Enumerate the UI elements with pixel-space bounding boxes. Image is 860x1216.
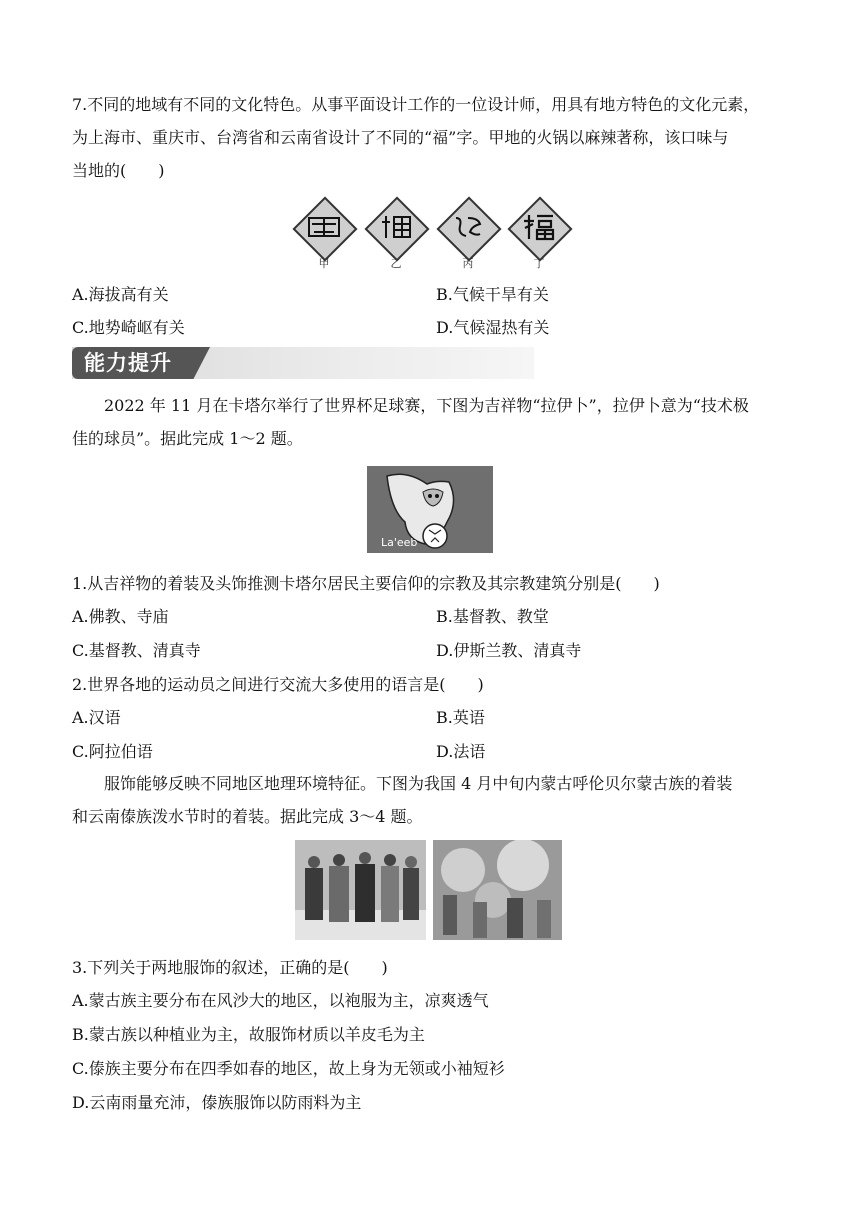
- q3-stem: 3.下列关于两地服饰的叙述，正确的是( ): [72, 958, 388, 977]
- intro2-line2: 和云南傣族泼水节时的着装。据此完成 3～4 题。: [72, 807, 423, 826]
- fu-design-bing: [438, 198, 498, 258]
- q1-option-d: D.伊斯兰教、清真寺: [436, 641, 582, 660]
- intro1-line2: 佳的球员”。据此完成 1～2 题。: [72, 429, 303, 448]
- fu-label-bing: 丙: [462, 257, 474, 270]
- q1-stem: 1.从吉祥物的着装及头饰推测卡塔尔居民主要信仰的宗教及其宗教建筑分别是( ): [72, 574, 660, 593]
- q3-option-d: D.云南雨量充沛，傣族服饰以防雨料为主: [72, 1093, 362, 1112]
- intro1-line1: 2022 年 11 月在卡塔尔举行了世界杯足球赛，下图为吉祥物“拉伊卜”，拉伊卜意为“技术极: [104, 396, 749, 415]
- q2-option-d: D.法语: [436, 742, 486, 761]
- q7-option-d: D.气候湿热有关: [436, 318, 550, 337]
- fu-design-yi: [366, 198, 426, 258]
- fu-label-yi: 乙: [390, 257, 402, 270]
- q3-option-a: A.蒙古族主要分布在风沙大的地区，以袍服为主，凉爽透气: [72, 991, 489, 1010]
- fu-design-ding: [509, 198, 569, 258]
- fu-glyph-yi: [366, 212, 426, 249]
- q2-stem: 2.世界各地的运动员之间进行交流大多使用的语言是( ): [72, 675, 484, 694]
- q7-stem-line2: 为上海市、重庆市、台湾省和云南省设计了不同的“福”字。甲地的火锅以麻辣著称，该口味与: [72, 128, 729, 147]
- mongolian-clothing-photo: [295, 840, 426, 940]
- fu-design-jia: [294, 198, 354, 258]
- mascot-image: [367, 466, 493, 553]
- dai-water-festival-photo: [433, 840, 562, 940]
- fu-label-jia: 甲: [318, 257, 330, 270]
- q1-option-b: B.基督教、教堂: [436, 607, 549, 626]
- q7-option-a: A.海拔高有关: [72, 285, 169, 304]
- q7-option-b: B.气候干旱有关: [436, 285, 549, 304]
- fu-glyph-jia: [294, 212, 354, 249]
- section-header: [72, 347, 534, 379]
- q1-option-c: C.基督教、清真寺: [72, 641, 201, 660]
- q3-option-c: C.傣族主要分布在四季如春的地区，故上身为无领或小袖短衫: [72, 1059, 505, 1078]
- q1-option-a: A.佛教、寺庙: [72, 607, 169, 626]
- fu-label-ding: 丁: [533, 257, 545, 270]
- q2-option-a: A.汉语: [72, 708, 121, 727]
- mascot-caption: La'eeb: [381, 536, 418, 549]
- fu-glyph-bing: [438, 212, 498, 249]
- q2-option-c: C.阿拉伯语: [72, 742, 153, 761]
- section-title: 能力提升: [84, 351, 172, 375]
- q7-stem-line1: 7.不同的地域有不同的文化特色。从事平面设计工作的一位设计师，用具有地方特色的文化元素，: [72, 95, 760, 114]
- fu-glyph-ding: [509, 212, 569, 249]
- q7-stem-line3: 当地的( ): [72, 161, 165, 180]
- intro2-line1: 服饰能够反映不同地区地理环境特征。下图为我国 4 月中旬内蒙古呼伦贝尔蒙古族的着装: [104, 774, 733, 793]
- q7-option-c: C.地势崎岖有关: [72, 318, 185, 337]
- q2-option-b: B.英语: [436, 708, 485, 727]
- q3-option-b: B.蒙古族以种植业为主，故服饰材质以羊皮毛为主: [72, 1025, 425, 1044]
